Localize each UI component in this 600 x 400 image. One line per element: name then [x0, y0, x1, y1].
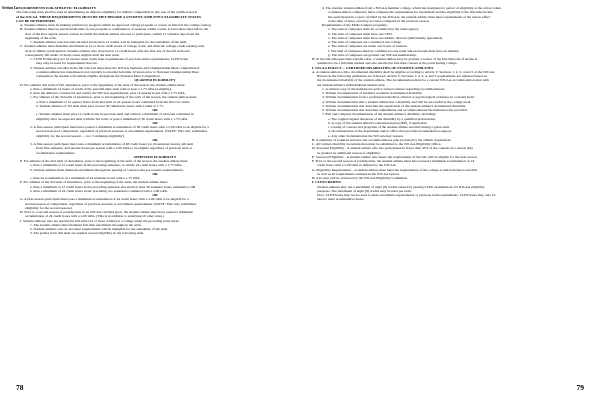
text-line: 2. Student-athletes who do not meet requirements will be ineligible for the remainder of the term. — [30, 227, 169, 231]
text-line: OR — [152, 137, 158, 142]
text-line: a. The original signed diagnosis of the disability by a qualified professional. — [328, 116, 436, 121]
text-line: OR — [152, 108, 158, 112]
text-line: 1. Student-athletes who become enrolled in less than 12 credits will be ineligible for the remainder of the term. — [30, 40, 188, 44]
left-page-body — [16, 6, 294, 236]
text-line: b. The sum of campuses must have one CEO. — [328, 31, 393, 36]
text-line: second-season of competition, regardless of previous sessions or enrollment requirements. (NOTE: This only establishes — [36, 129, 208, 134]
text-line: as well as all requirements outlined in the NJCAA bylaws. — [317, 171, 400, 176]
text-line: c. The sum of campuses must have one athletic director (individually appointed). — [328, 35, 443, 40]
text-line: C. Student-athletes must maintain enrollment in 12 or more credit hours of college work, and limit the college-credit earning each — [20, 44, 205, 49]
text-line: 2. Written documentation of student's academic documented disability. — [322, 91, 423, 95]
text-line: term of athletic participation. Student-athletes who drop below 12 credit hours after the first day of the fall term and — [25, 48, 190, 53]
text-line: H. In the full-time/part-time transfer rules, a student-athlete may be granted a waiver of the full-time rule if he/she is — [312, 57, 478, 61]
text-line: H. All cases will be reviewed by the NJCAA Eligibility Committee. — [312, 176, 409, 180]
text-line: G. Eligibility Requirements - A student-athlete must meet the requirements of the college at which he/she is enrolled — [312, 167, 478, 172]
text-line: a. The sum of campuses must be accredited by the same agency. — [328, 27, 420, 32]
text-line: F. Prior to the second season of participation, the student-athlete must have passed a minimum accumulation of 24 — [312, 159, 475, 163]
text-line: D. Seasonal Eligibility - A student-athlete who has participated in fewer than 50% of the contests in a season may — [312, 146, 474, 151]
text-line: a. Pass a minimum 12 hours of credit of the past full-time term with at least a 1.75 GPA (4 eligible). — [30, 86, 172, 91]
text-line: may only be used for requirements that are. — [36, 61, 98, 66]
text-line: of the NJCAA. THESE REQUIREMENTS MUST BE MET BEFORE A STUDENT-ATHLETE'S ELIGIBILITY STATUS — [16, 14, 202, 19]
text-line: beginning of the term. — [25, 35, 57, 40]
text-line: second-season of competition, regardless of previous sessions or enrollment requirements. (NOTE: This only establishes — [25, 201, 197, 206]
text-line: b. Student-athletes must maintain enrollment through the passing of coursework (see transfer requirements). — [30, 167, 184, 172]
text-line: 3. A first-season participant must pass a minimum accumulation of 48 credit hours (or 24 semester hours), 4th term — [30, 142, 194, 146]
text-line: accumulation requirements. — [36, 150, 76, 155]
text-line: eligibility for the second season — not 'continuing eligibility') — [36, 133, 125, 138]
text-line: accumulation of 24 credit hours with a 2.00 GPA. (This is in addition to satisfying all other rules.) — [25, 214, 164, 219]
text-line: A. A student-athlete with a documented disability shall be eligible according to Article V, Sections 1, 2, 3, 4 and 5 of the NJCAA — [312, 69, 495, 74]
text-line: 3. Written documentation from a professional medical, clinical or psychological evaluator in a related field. — [322, 95, 475, 100]
text-line: c. Listing of courses and programs of the student-athlete enrolled during a given term. — [328, 125, 451, 129]
text-line: B. A summary of required services and accommodations plan provided by the athletic department. — [312, 137, 452, 142]
text-line: E. For athletes of the 2nd term of attendance, prior to the beginning of the term of the season, the student-athlete must: — [20, 159, 189, 163]
text-line: b. A copy of the student-athlete's educational plan (IEP), if applicable. — [328, 120, 428, 125]
text-line: e. The sum of campuses are under one board of trustees. — [328, 44, 408, 49]
text-line: 1. A written copy of the institution's policy and procedures regarding accommodations. — [322, 86, 446, 91]
text-line: consequently fall under 12 hours cease eligible until the next term. — [25, 52, 120, 57]
text-line: G. A first-season participant must pass a minimum accumulation of 24 credit hours with a 2.00 GPA to be eligible for a — [20, 197, 189, 202]
text-line: a. Pass a minimum of 12 credit hours in the preceding semester and attain at least 36 semester hours cumulative, OR — [30, 184, 196, 189]
page-number-left: 78 — [16, 383, 24, 392]
text-line: 2. Student-athletes enrolled in the fall who fail must meet the NJCAA Semester and Championship Meet competition if — [30, 65, 200, 70]
text-line: Student-athletes may use a maximum of eight (8) credits earned by passing CLEP examinations for NJCAA eligibility — [317, 184, 485, 189]
text-line: d. Documentation of the department and/or office that provides documentation support. — [328, 129, 453, 134]
text-line: start of the first regular season contest in which the student-athlete chooses to participate, within 15 calendar days from the — [25, 31, 200, 36]
right-page-body — [308, 6, 590, 202]
text-line: has participated in a sport certified by the NJCAA; the student-athlete must meet requirements of the rule in effect — [328, 14, 491, 19]
text-line: OR — [152, 120, 158, 125]
text-line: 4. The transfer student-athlete from a NJCAA member college, which has designated a period of eligibility at the school when — [322, 6, 501, 10]
text-line: 7. Full and complete documentation of the student-athlete's disability, including: — [322, 112, 436, 117]
text-line: a student-athlete has transitioned and currently is enrolled full-time 12 hours prior to National Championship Meet — [36, 69, 199, 74]
text-line: c. For athletes of the 3rd term of attendance, prior to the beginning of the term of the season, the student-athlete must: — [30, 95, 198, 100]
text-line: 2. A first-season participant must have passed a minimum accumulation of 36 credit hours with a 2.00 GPA to be eligible for a — [30, 125, 209, 129]
text-line: E. Seasonal Eligibility - A student-athlete who meets the requirements of the rule will be eligible for the next season. — [312, 154, 478, 159]
text-line: c. Pass an accumulation of a minimum of 24 semester hours with a 1.75 GPA. — [30, 176, 141, 180]
text-line: a. Pass a minimum of 12 credit hours in the preceding semester; or satisfy 24 credit hours with a 1.75 GPA. — [30, 163, 183, 168]
text-line: QUARTER ELIGIBILITY — [134, 78, 176, 83]
text-line: D. For athletes 2nd term of full attendance, prior to the beginning of the term of the season, the student-athlete must: — [20, 82, 186, 87]
text-line: REQUIREMENTS FOR ATHLETIC ELIGIBILITY — [16, 6, 97, 10]
text-line: The following rules shall be used in determining an athlete's eligibility for athletic competition in any one of the certified sports — [16, 10, 198, 15]
text-line: F. For athletes of the 3rd term of attendance, prior to the beginning of the term, the student-athlete must: — [20, 180, 168, 185]
text-line: Requirements of the Multi-Campus programs: — [322, 23, 388, 27]
text-line: a student-athlete competed, must complete the requirements for enrollment and the eligibility is the first time he/she — [328, 10, 493, 15]
text-line: g. The sum of campuses are granted one NJCAA membership. — [328, 52, 417, 57]
text-line: I. Student-athletes who are enrolled in full-time (12 or more credits) at a college when the preceding term starts: — [20, 218, 180, 223]
text-line: c. Student-athletes must pass 12 credit hours in previous term and achieve a minimum of 24 hours combined in — [36, 112, 194, 117]
text-line: eligibility for the second season.) — [25, 205, 73, 210]
text-line: I. CLEP CREDITS — [312, 180, 342, 185]
text-line: OR — [152, 193, 158, 197]
text-line: C. All written disability documentation must be submitted to the NJCAA Eligibility Office. — [312, 142, 442, 146]
text-line: 6. Written documentation that describes adjustments and accommodations the institution has provided. — [322, 108, 468, 112]
text-line: eligibility after an expected term with the 3rd term; or pass a minimum of 36 credit hours with a 1.75 GPA. — [36, 116, 188, 121]
text-line: A. Student-athletes must be making satisfactory progress within an approved college program or course as listed in the college catalog. — [20, 23, 212, 27]
text-line: at the time of entry, and may not have competed in the previous season. — [328, 18, 430, 23]
text-line: OR — [152, 171, 158, 176]
text-line: b. Pass the athletics coursework and satisfy the NJCAA requirements; pass 12 quarter hours with a 1.75 GPA. — [30, 91, 186, 95]
text-line: 1. CLEP Exams may not be used to meet credit hour requirements of previous terms requirements. CLEP hours — [30, 57, 189, 61]
text-line: the student-athlete's individualized student plan. — [317, 82, 386, 87]
text-line: be granted an additional season of eligibility. — [317, 150, 381, 155]
text-line: a. Pass a minimum of 12 quarter hours from 2nd term or 24 quarter hours combined from the first two terms. — [36, 99, 191, 104]
page-number-right: 79 — [576, 383, 584, 392]
text-line: Note: CLEP hours may not be used to meet enrollment requirements or previous term requirements. CLEP hours may only be — [317, 193, 496, 197]
text-line: competition the student will remain eligible throughout the National Meet Competition. — [36, 74, 161, 78]
text-line: SEMESTER ELIGIBILITY — [133, 154, 177, 159]
text-line: d. The sum of campuses are considered one college. — [328, 40, 402, 44]
text-line: 4. Written documentation that a student-athlete has a disability and will be successful at the college level. — [322, 99, 472, 104]
text-line: credit hours with a 2.00 GPA as defined by the NJCAA. — [317, 163, 397, 168]
right-page — [300, 0, 600, 400]
text-line: the documented disability of the student-athlete. The documentation must be a current NJCAA accommodation plan with — [317, 78, 489, 83]
section-label: Section L — [2, 6, 17, 10]
text-line: from first semester, 2nd quarter hours per season with a 2.00 GPA to be eligible regardless of previous term or — [36, 146, 193, 151]
text-line: f. The sum of campuses must be combined as one team and each team must have an identity. — [328, 48, 460, 53]
text-line: 5. Written documentation that describes the application of the student-athlete's documented disability. — [322, 103, 467, 108]
text-line: qualified to be a full-time student and also enrolled in full-time courses at the participating college. — [317, 61, 458, 66]
text-line: I. NJCAA POLICY ... CERTIFIED DISABILITIES OF STUDENT-ATHLETES — [312, 65, 434, 70]
text-line: 3. The grades from this term are applied toward eligibility in the following term. — [30, 231, 145, 236]
text-line: Bylaws in the following guidelines are followed. Article V, Sections 1, 2, 3, 4, and 5 requirements are adjusted based on — [317, 74, 488, 78]
text-line: b. Pass a minimum of 24 credit hours in the preceding two semesters combined with a 2.00 GPA. — [30, 188, 168, 193]
text-line: used to meet accumulative hours. — [317, 197, 365, 202]
text-line: CAN BE DETERMINED. — [16, 18, 56, 23]
text-line: H. Prior to a second season of participation in an NJCAA certified sport, the student-athlete must have passed a minimum — [20, 210, 193, 214]
text-line: b. Student-athletes of 3rd term must pass at least 36 cumulative hours with a GPA of 1.75. — [36, 103, 164, 108]
text-line: 1. The student-athlete must maintain full-time enrollment throughout the term. — [30, 222, 142, 227]
text-line: e. Any other documentation the NJCAA may request. — [328, 133, 404, 138]
text-line: purposes. The maximum of eight (8) credits may be used per term. — [317, 188, 412, 193]
text-line: B. Student-athletes must be enrolled full-time in one program or combination of sessions within a term, at least three days before the — [20, 27, 209, 32]
